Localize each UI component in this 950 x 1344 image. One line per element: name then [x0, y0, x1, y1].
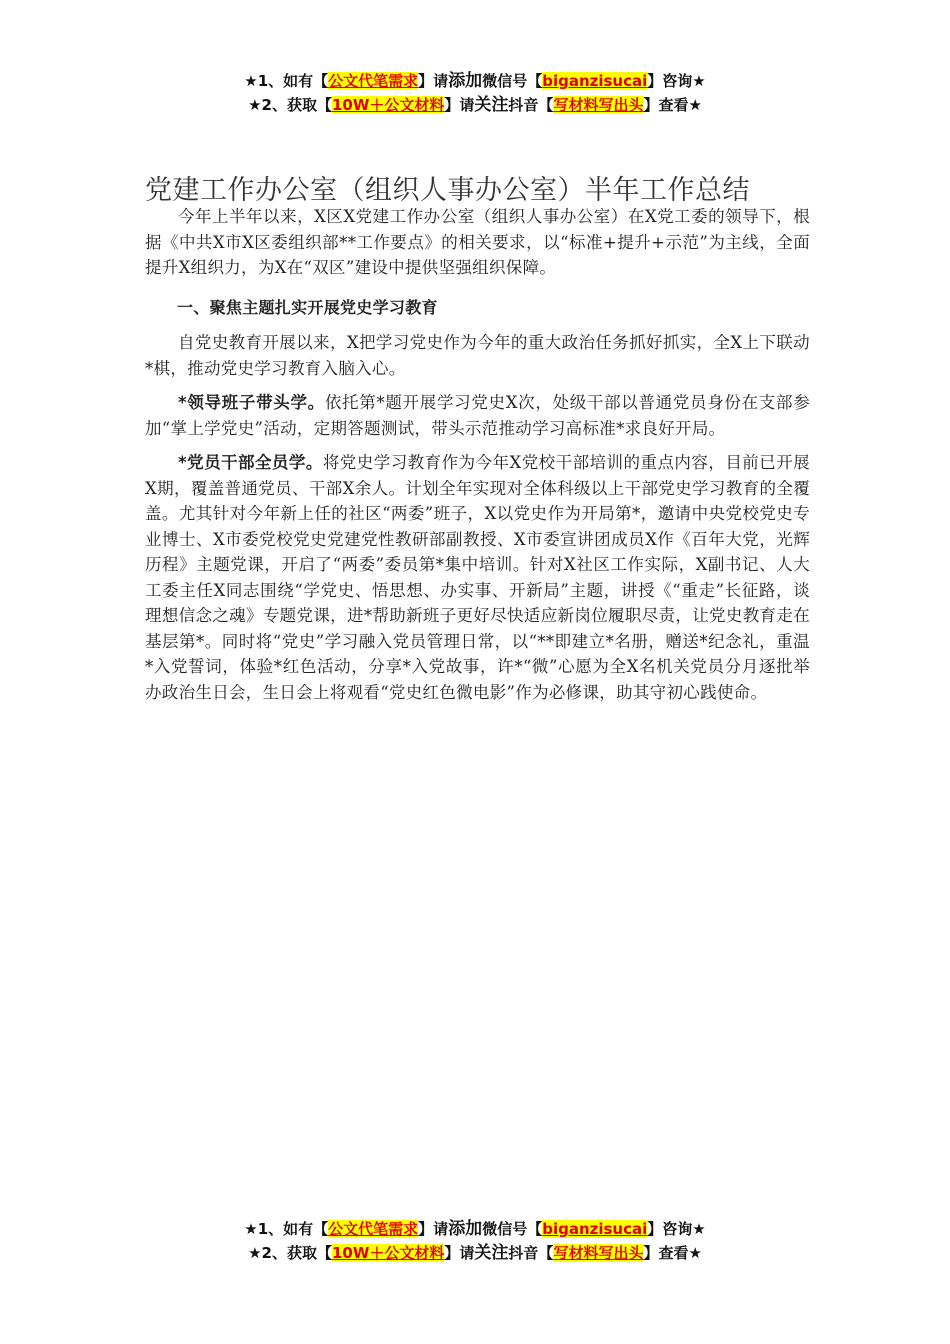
banner-text: 】请 [418, 1220, 449, 1238]
paragraph-text: 将党史学习教育作为今年X党校干部培训的重点内容，目前已开展X期，覆盖普通党员、干部X余人。计划全年实现对全体科级以上干部党史学习教育的全覆盖。尤其针对今年新上任的社区“两委”班子，X以党史作为开局第*，邀请中央党校党史专业博士、X市委党校党史党建党性教研部副教授、X市委宣讲团成员X作《百年大党，光辉历程》主题党课，开启了“两委”委员第*集中培训。针对X社区工作实际，X副书记、人大工委主任X同志围绕“学党史、悟思想、办实事、开新局”主题，讲授《“重走”长征路，谈理想信念之魂》专题党课，进*帮助新班子更好尽快适应新岗位履职尽责，让党史教育走在基层第*。同时将“党史”学习融入党员管理日常，以“**即建立*名册，赠送*纪念礼，重温*入党誓词，体验*红色活动，分享*入党故事，许*“微”心愿为全X名机关党员分月逐批举办政治生日会，生日会上将观看“党史红色微电影”作为必修课，助其守初心践使命。 [145, 453, 810, 702]
paragraph-lead: *领导班子带头学。 [178, 393, 325, 412]
section-heading: 一、聚焦主题扎实开展党史学习教育 [177, 297, 438, 317]
highlight-douyin-id: 写材料写出头 [553, 1244, 644, 1262]
header-banner [0, 69, 950, 117]
banner-text: 】请 [418, 72, 449, 90]
banner-text: 抖音【 [508, 96, 554, 114]
banner-text: ★2、获取【 [248, 96, 332, 114]
highlight-service: 公文代笔需求 [328, 1220, 419, 1238]
body-paragraph [145, 450, 810, 705]
highlight-materials: 10W＋公文材料 [331, 96, 445, 114]
banner-emphasis: 添加 [448, 1219, 483, 1239]
paragraph-text: 依托第*题开展学习党史X次，处级干部以普通党员身份在支部参加“掌上学党史”活动，定期答题测试，带头示范推动学习高标准*求良好开局。 [145, 393, 810, 438]
banner-line-2 [0, 1241, 950, 1265]
banner-line-2 [0, 93, 950, 117]
banner-emphasis: 添加 [448, 71, 483, 91]
banner-text: 】请 [444, 96, 475, 114]
paragraph-lead: *党员干部全员学。 [178, 453, 323, 472]
intro-paragraph: 今年上半年以来，X区X党建工作办公室（组织人事办公室）在X党工委的领导下，根据《中共X市X区委组织部**工作要点》的相关要求，以“标准+提升+示范”为主线，全面提升X组织力，为X在“双区”建设中提供坚强组织保障。 [145, 207, 810, 277]
banner-text: ★1、如有【 [244, 1220, 329, 1238]
highlight-wechat-id: biganzisucai [542, 1220, 648, 1238]
banner-line-1 [0, 1217, 950, 1241]
banner-text: 微信号【 [482, 1220, 543, 1238]
banner-emphasis: 关注 [474, 95, 509, 115]
banner-text: 抖音【 [508, 1244, 554, 1262]
highlight-douyin-id: 写材料写出头 [553, 96, 644, 114]
banner-emphasis: 关注 [474, 1243, 509, 1263]
highlight-materials: 10W＋公文材料 [331, 1244, 445, 1262]
document-body [145, 204, 810, 714]
banner-text: 微信号【 [482, 72, 543, 90]
banner-text: 】咨询★ [647, 72, 706, 90]
banner-text: ★1、如有【 [244, 72, 329, 90]
footer-banner [0, 1217, 950, 1265]
banner-line-1 [0, 69, 950, 93]
highlight-service: 公文代笔需求 [328, 72, 419, 90]
banner-text: 】咨询★ [647, 1220, 706, 1238]
document-title: 党建工作办公室（组织人事办公室）半年工作总结 [145, 175, 750, 207]
body-paragraph: 自党史教育开展以来，X把学习党史作为今年的重大政治任务抓好抓实，全X上下联动*棋，推动党史学习教育入脑入心。 [145, 333, 810, 378]
highlight-wechat-id: biganzisucai [542, 72, 648, 90]
banner-text: 】查看★ [643, 96, 702, 114]
body-paragraph [145, 390, 810, 441]
banner-text: 】查看★ [643, 1244, 702, 1262]
banner-text: 】请 [444, 1244, 475, 1262]
banner-text: ★2、获取【 [248, 1244, 332, 1262]
